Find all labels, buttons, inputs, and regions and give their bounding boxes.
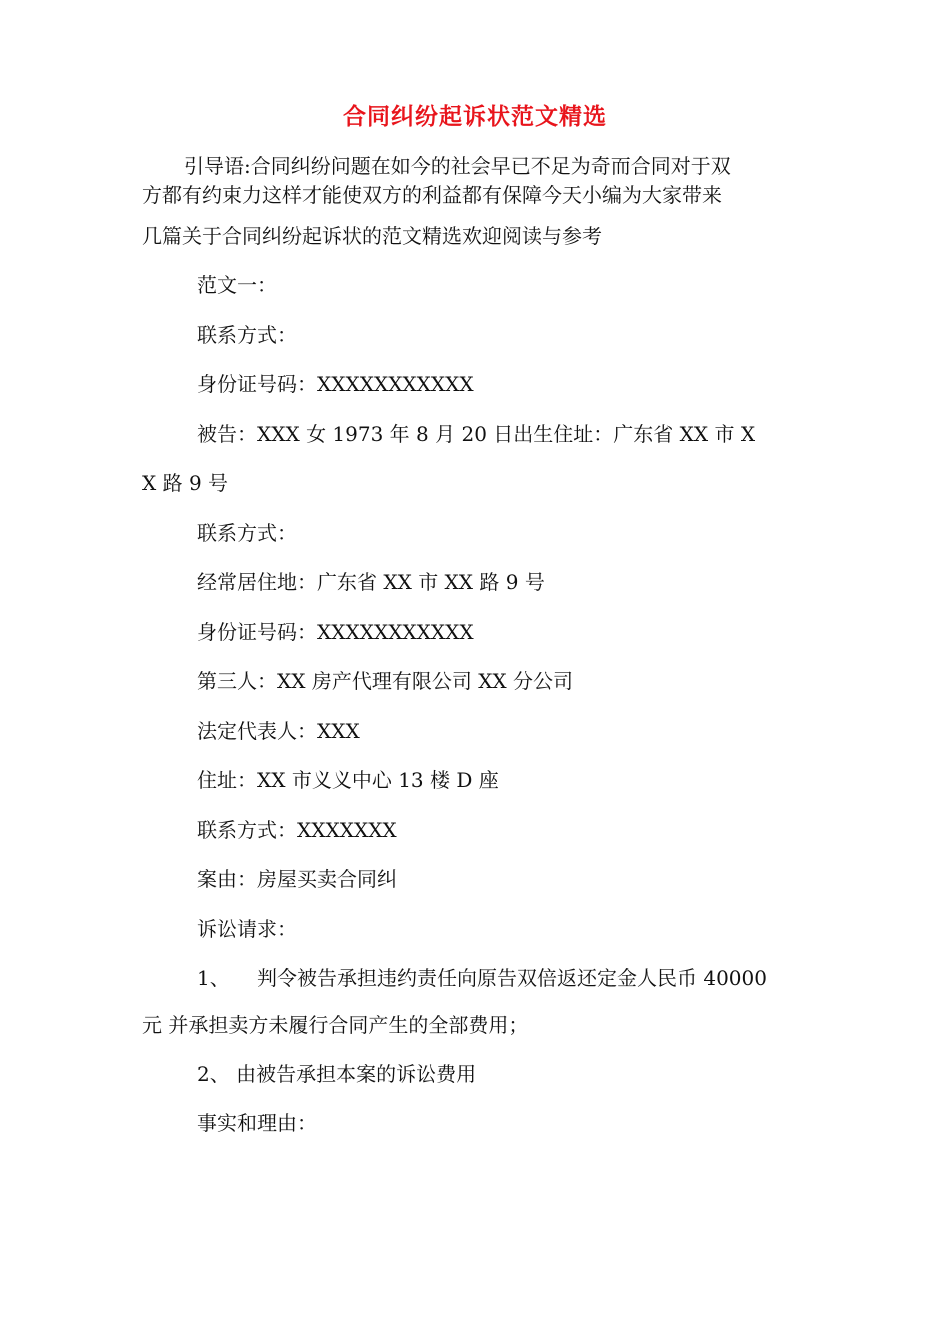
- residence-line: 经常居住地：广东省 XX 市 XX 路 9 号: [197, 570, 545, 594]
- intro-line-2: 方都有约束力这样才能使双方的利益都有保障今天小编为大家带来: [142, 183, 722, 207]
- document-title: 合同纠纷起诉状范文精选: [343, 104, 607, 130]
- legal-rep-line: 法定代表人：XXX: [197, 719, 360, 743]
- claim-1-line-2: 元 并承担卖方未履行合同产生的全部费用；: [142, 1013, 529, 1037]
- defendant-line-1: 被告：XXX 女 1973 年 8 月 20 日出生住址：广东省 XX 市 X: [197, 422, 756, 446]
- intro-line-3: 几篇关于合同纠纷起诉状的范文精选欢迎阅读与参考: [142, 224, 602, 248]
- address-line: 住址：XX 市义义中心 13 楼 D 座: [197, 768, 499, 792]
- id-line-2: 身份证号码：XXXXXXXXXXX: [197, 620, 474, 644]
- claim-1-number: 1、: [197, 966, 230, 990]
- facts-heading: 事实和理由：: [197, 1111, 317, 1135]
- cause-line: 案由：房屋买卖合同纠: [197, 867, 397, 891]
- third-party-line: 第三人：XX 房产代理有限公司 XX 分公司: [197, 669, 574, 693]
- sample-heading: 范文一：: [197, 273, 277, 297]
- id-line-1: 身份证号码：XXXXXXXXXXX: [197, 372, 474, 396]
- claim-1-line-1: 判令被告承担违约责任向原告双倍返还定金人民币 40000: [257, 966, 767, 990]
- contact-line-1: 联系方式：: [197, 323, 297, 347]
- contact-line-3: 联系方式：XXXXXXX: [197, 818, 397, 842]
- defendant-line-2: X 路 9 号: [142, 471, 229, 495]
- claims-heading: 诉讼请求：: [197, 917, 297, 941]
- contact-line-2: 联系方式：: [197, 521, 297, 545]
- intro-line-1: 引导语:合同纠纷问题在如今的社会早已不足为奇而合同对于双: [184, 154, 731, 178]
- claim-2-line: 2、 由被告承担本案的诉讼费用: [197, 1062, 477, 1086]
